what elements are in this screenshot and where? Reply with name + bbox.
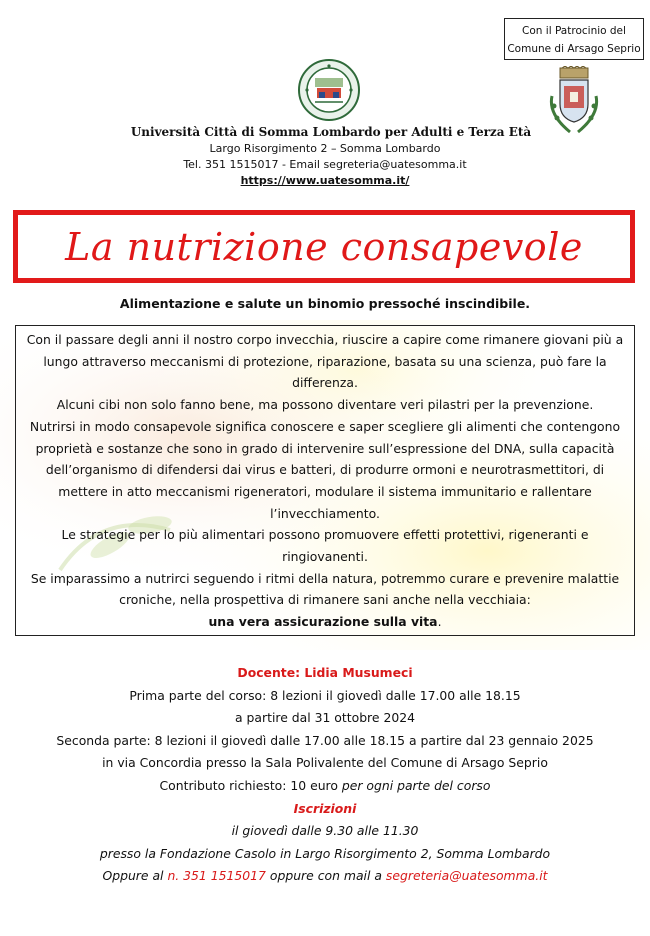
university-logo [297,58,361,122]
university-name: Università Città di Somma Lombardo per Adulti e Terza Età [130,125,532,139]
paragraph-2: Alcuni cibi non solo fanno bene, ma possono diventare veri pilastri per la prevenzione. [56,397,594,413]
patrocinio-line1: Con il Patrocinio del [522,25,626,37]
address: Largo Risorgimento 2 – Somma Lombardo [209,142,441,155]
contacts: Tel. 351 1515017 - Email segreteria@uatesomma.it [183,158,467,171]
patrocinio-line2: Comune di Arsago Seprio [507,43,641,55]
oppure-text: Oppure al [102,868,168,884]
docente-name: Lidia Musumeci [304,665,413,680]
paragraph-3: Nutrirsi in modo consapevole significa conoscere e saper scegliere gli alimenti che contengono proprietà e sostanze che sono in grado di intervenire sull’espressione del DNA, sulla capacità dell’organismo di difendersi dai virus e batteri, di produrre ormoni e neurotrasmettitori, di mettere in atto meccanismi rigeneratori, modulare il sistema immunitario e rallentare l’invecchiamento. [29,418,621,521]
schedule-part1: Prima parte del corso: 8 lezioni il giovedì dalle 17.00 alle 18.15 [129,687,521,703]
schedule-part2: Seconda parte: 8 lezioni il giovedì dalle 17.00 alle 18.15 a partire dal 23 gennaio 2025 [56,732,594,748]
contribution-italic: per ogni parte del corso [341,777,491,793]
page-title: La nutrizione consapevole [65,224,583,269]
description-box [15,325,635,636]
paragraph-4: Le strategie per lo più alimentari possono promuovere effetti protettivi, rigeneranti e ringiovanenti. [61,527,589,565]
patrocinio-box [504,18,644,60]
subtitle: Alimentazione e salute un binomio pressoché inscindibile. [119,296,531,311]
title-box [13,210,635,283]
oppure-text-2: oppure con mail a [265,868,386,884]
email-link[interactable]: segreteria@uatesomma.it [385,868,548,884]
paragraph-1: Con il passare degli anni il nostro corpo invecchia, riuscire a capire come rimanere giovani più a lungo attraverso meccanismi di protezione, riparazione, basata su una scienza, può fare la differenza. [26,332,624,391]
docente-label: Docente [237,665,296,680]
website-link[interactable]: https://www.uatesomma.it/ [240,174,410,187]
closing-period: . [437,614,442,630]
enrollment-hours: il giovedì dalle 9.30 alle 11.30 [231,823,419,839]
docente-line [0,662,650,685]
contribution-text: Contributo richiesto: 10 euro [159,777,342,793]
header [0,125,650,187]
docente-sep: : [295,665,305,680]
paragraph-6 [22,611,628,633]
venue: in via Concordia presso la Sala Polivalente del Comune di Arsago Seprio [102,755,548,771]
paragraph-5: Se imparassimo a nutrirci seguendo i ritmi della natura, potremmo curare e prevenire malattie croniche, nella prospettiva di rimanere sani anche nella vecchiaia: [30,570,620,608]
enrollment-place: presso la Fondazione Casolo in Largo Risorgimento 2, Somma Lombardo [99,845,551,861]
schedule-part1-start: a partire dal 31 ottobre 2024 [235,710,415,726]
contribution [0,775,650,798]
iscrizioni-heading: Iscrizioni [293,800,357,816]
course-info [0,662,650,888]
phone-number[interactable]: n. 351 1515017 [167,868,266,884]
closing-statement: una vera assicurazione sulla vita [208,614,438,630]
enrollment-contact [0,865,650,888]
